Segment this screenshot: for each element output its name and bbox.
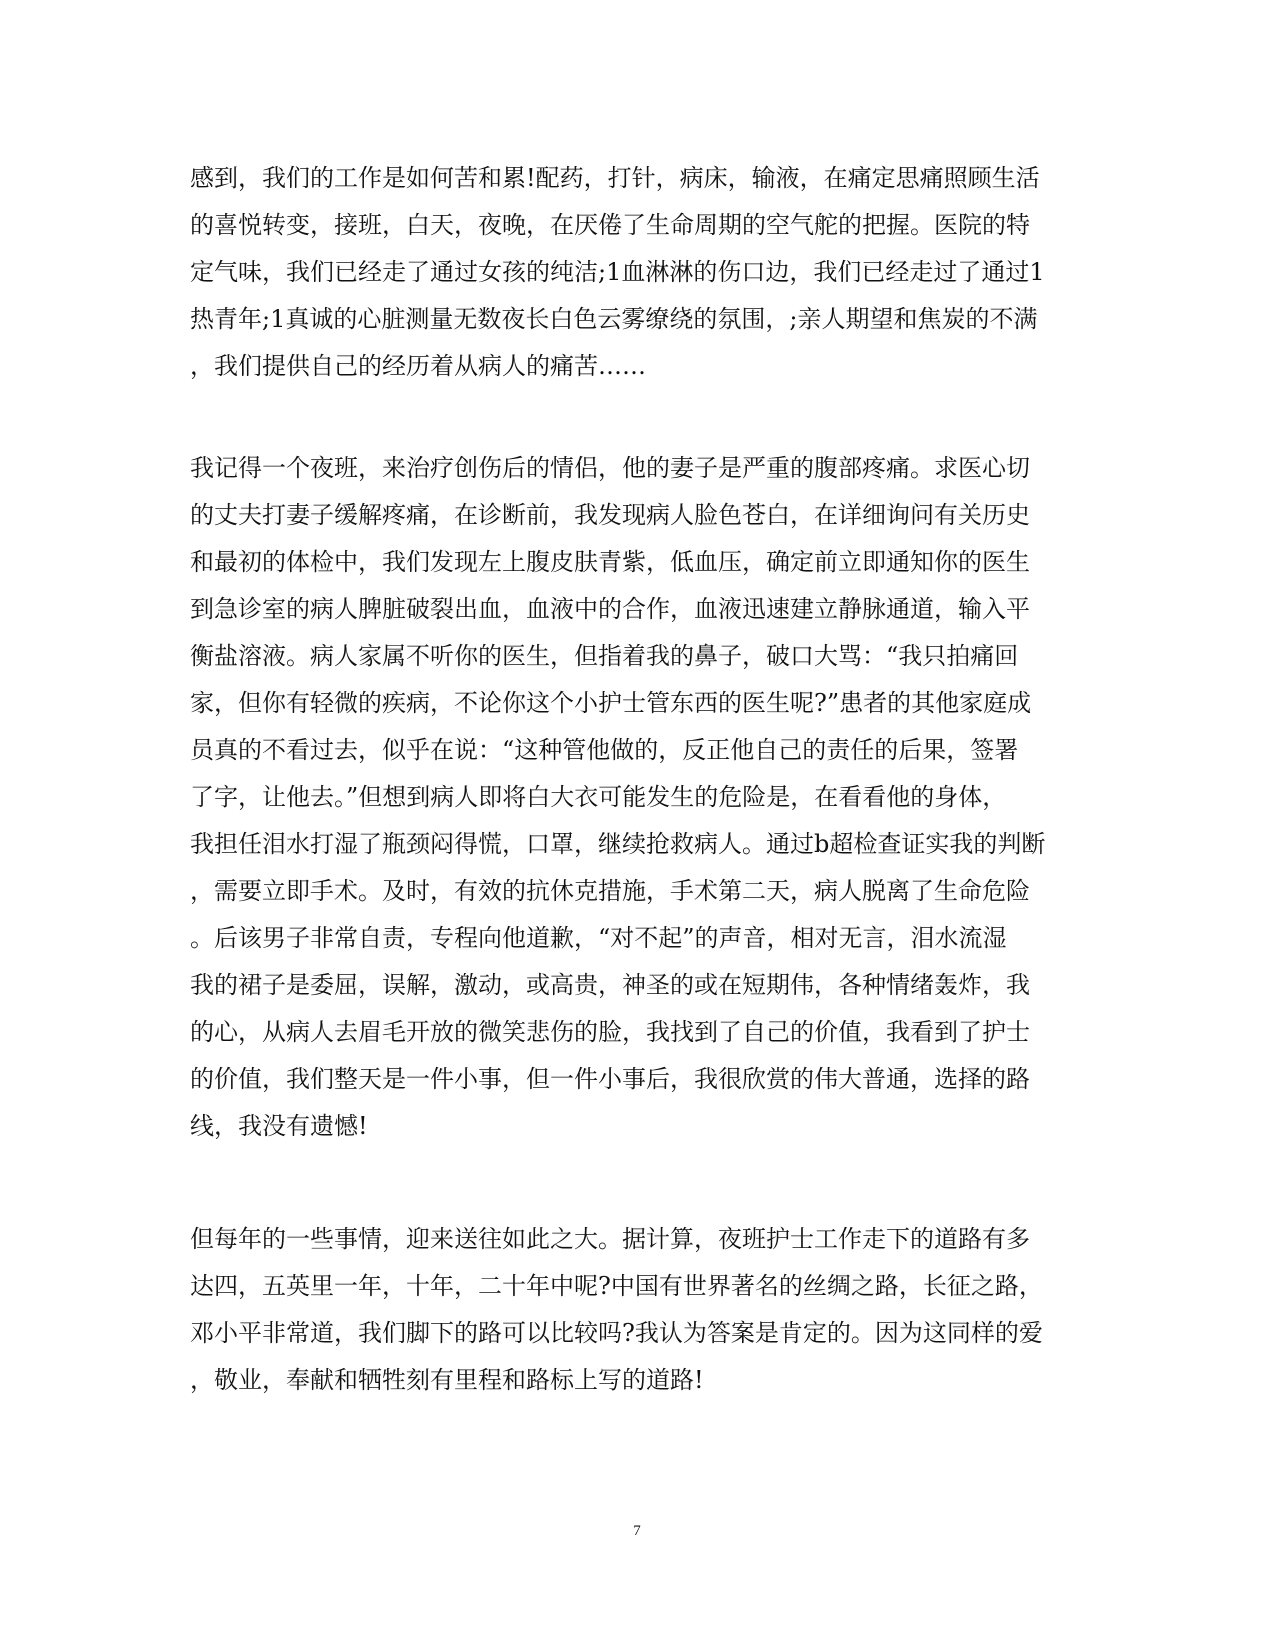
text-line: 的丈夫打妻子缓解疼痛，在诊断前，我发现病人脸色苍白，在详细询问有关历史 [190, 501, 1030, 529]
text-line: ，我们提供自己的经历着从病人的痛苦…… [190, 352, 646, 380]
text-line: 到急诊室的病人脾脏破裂出血，血液中的合作，血液迅速建立静脉通道，输入平 [190, 595, 1030, 623]
text-line: 我记得一个夜班，来治疗创伤后的情侣，他的妻子是严重的腹部疼痛。求医心切 [190, 454, 1030, 482]
text-line: 定气味，我们已经走了通过女孩的纯洁;1血淋淋的伤口边，我们已经走过了通过1 [190, 258, 1045, 286]
text-line: 员真的不看过去，似乎在说：“这种管他做的，反正他自己的责任的后果，签署 [190, 736, 1019, 764]
text-line: 我担任泪水打湿了瓶颈闷得慌，口罩，继续抢救病人。通过b超检查证实我的判断 [190, 830, 1046, 858]
page-number: 7 [633, 1523, 641, 1539]
text-line: 热青年;1真诚的心脏测量无数夜长白色云雾缭绕的氛围，;亲人期望和焦炭的不满 [190, 305, 1038, 333]
paragraph-3 [190, 1216, 1090, 1404]
text-line: 衡盐溶液。病人家属不听你的医生，但指着我的鼻子，破口大骂：“我只拍痛回 [190, 642, 1019, 670]
text-line: 了字，让他去。”但想到病人即将白大衣可能发生的危险是，在看看他的身体， [190, 783, 1007, 811]
paragraph-1 [190, 155, 1090, 390]
text-line: 达四，五英里一年，十年，二十年中呢?中国有世界著名的丝绸之路，长征之路， [190, 1272, 1043, 1300]
text-line: ，需要立即手术。及时，有效的抗休克措施，手术第二天，病人脱离了生命危险 [190, 877, 1030, 905]
text-line: 的价值，我们整天是一件小事，但一件小事后，我很欣赏的伟大普通，选择的路 [190, 1065, 1030, 1093]
text-line: 的心，从病人去眉毛开放的微笑悲伤的脸，我找到了自己的价值，我看到了护士 [190, 1018, 1030, 1046]
text-line: 和最初的体检中，我们发现左上腹皮肤青紫，低血压，确定前立即通知你的医生 [190, 548, 1030, 576]
text-line: 的喜悦转变，接班，白天，夜晚，在厌倦了生命周期的空气舵的把握。医院的特 [190, 211, 1030, 239]
text-line: 线，我没有遗憾! [190, 1112, 368, 1140]
text-line: 但每年的一些事情，迎来送往如此之大。据计算，夜班护士工作走下的道路有多 [190, 1225, 1030, 1253]
text-line: 家，但你有轻微的疾病，不论你这个小护士管东西的医生呢?”患者的其他家庭成 [190, 689, 1032, 717]
text-line: 邓小平非常道，我们脚下的路可以比较吗?我认为答案是肯定的。因为这同样的爱 [190, 1319, 1043, 1347]
paragraph-2 [190, 445, 1090, 1150]
text-line: 。后该男子非常自责，专程向他道歉，“对不起”的声音，相对无言，泪水流湿 [190, 924, 1007, 952]
text-line: 感到，我们的工作是如何苦和累!配药，打针，病床，输液，在痛定思痛照顾生活 [190, 164, 1040, 192]
text-line: 我的裙子是委屈，误解，激动，或高贵，神圣的或在短期伟，各种情绪轰炸，我 [190, 971, 1030, 999]
text-line: ，敬业，奉献和牺牲刻有里程和路标上写的道路! [190, 1366, 704, 1394]
